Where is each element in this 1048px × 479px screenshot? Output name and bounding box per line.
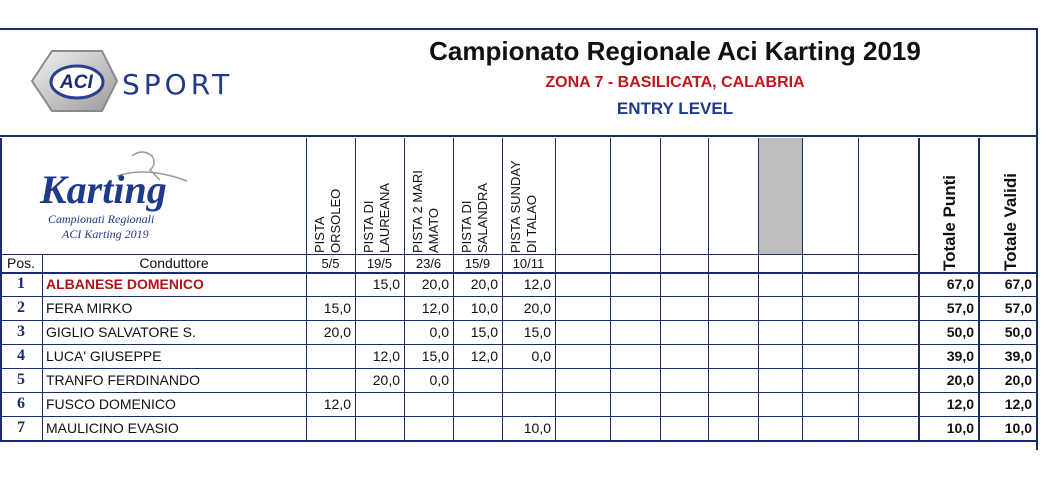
- row-score: [306, 416, 355, 440]
- race-name-line1: PISTA SUNDAY: [508, 160, 523, 253]
- grid-line: [355, 138, 356, 440]
- page-title: Campionato Regionale Aci Karting 2019: [429, 36, 921, 66]
- race-name-line2: SALANDRA: [475, 182, 490, 253]
- race-name-line1: PISTA: [312, 216, 327, 253]
- race-header-3: [410, 170, 442, 253]
- row-score: 12,0: [323, 396, 351, 412]
- row-position: 6: [17, 395, 25, 412]
- row-score: [306, 344, 355, 368]
- grid-line: [758, 138, 759, 440]
- totale-punti-header: Totale Punti: [940, 174, 959, 271]
- category-subtitle: ENTRY LEVEL: [616, 99, 734, 118]
- race-name-line1: PISTA DI: [361, 200, 376, 253]
- right-border: [1036, 28, 1038, 450]
- grid-line: [0, 138, 2, 440]
- row-score: 12,0: [523, 276, 551, 292]
- row-score: 0,0: [429, 372, 449, 388]
- race-date-1: 5/5: [321, 256, 340, 271]
- row-position: 1: [17, 275, 25, 292]
- row-score: [453, 416, 502, 440]
- zone-subtitle: ZONA 7 - BASILICATA, CALABRIA: [545, 74, 805, 91]
- standings-sheet: [0, 28, 1038, 450]
- grid-line: [610, 138, 611, 440]
- grid-line: [0, 416, 1038, 417]
- row-totale-validi: 12,0: [1004, 396, 1032, 412]
- grid-line: [0, 368, 1038, 369]
- row-position: 2: [17, 299, 25, 316]
- row-position: 4: [17, 347, 25, 364]
- row-score: 15,0: [323, 300, 351, 316]
- row-score: 0,0: [429, 324, 449, 340]
- row-totale-validi: 20,0: [1004, 372, 1032, 388]
- row-score: [355, 392, 404, 416]
- row-totale-punti: 10,0: [946, 420, 974, 436]
- grid-line: [0, 392, 1038, 393]
- pos-header: Pos.: [6, 255, 35, 271]
- row-totale-punti: 39,0: [946, 348, 974, 364]
- race-name-line2: AMATO: [426, 207, 441, 253]
- race-header-4: [459, 183, 491, 253]
- karting-logo: [22, 146, 222, 246]
- grid-line: [660, 138, 661, 440]
- grid-line: [0, 320, 1038, 321]
- row-totale-punti: 67,0: [946, 276, 974, 292]
- row-position: 5: [17, 371, 25, 388]
- grid-line: [555, 138, 556, 440]
- row-driver-name: LUCA' GIUSEPPE: [46, 348, 162, 364]
- row-score: 20,0: [421, 276, 449, 292]
- row-driver-name: FERA MIRKO: [46, 300, 133, 316]
- row-score: 20,0: [470, 276, 498, 292]
- sport-logo-text: SPORT: [122, 68, 234, 101]
- totale-validi-header: Totale Validi: [1001, 173, 1020, 271]
- race-date-5: 10/11: [512, 256, 545, 271]
- driver-header: Conduttore: [139, 255, 209, 271]
- row-score: 12,0: [372, 348, 400, 364]
- aci-sport-logo: [22, 46, 272, 116]
- row-score: [355, 320, 404, 344]
- row-totale-validi: 10,0: [1004, 420, 1032, 436]
- grid-line: [0, 344, 1038, 345]
- row-score: 15,0: [372, 276, 400, 292]
- race-date-2: 19/5: [366, 256, 393, 271]
- row-position: 7: [17, 419, 25, 436]
- row-score: 12,0: [421, 300, 449, 316]
- row-score: [355, 416, 404, 440]
- row-score: [404, 392, 453, 416]
- row-score: 20,0: [523, 300, 551, 316]
- grid-line: [0, 254, 918, 255]
- race-date-4: 15/9: [464, 256, 491, 271]
- row-totale-validi: 57,0: [1004, 300, 1032, 316]
- top-border: [0, 28, 1038, 30]
- row-score: [306, 272, 355, 296]
- grid-line: [802, 138, 803, 440]
- row-totale-punti: 12,0: [946, 396, 974, 412]
- grid-line: [0, 272, 1038, 274]
- row-score: [404, 416, 453, 440]
- row-totale-validi: 39,0: [1004, 348, 1032, 364]
- race-header-5: [508, 160, 540, 253]
- grid-line: [708, 138, 709, 440]
- row-score: 10,0: [523, 420, 551, 436]
- grid-line: [306, 138, 307, 440]
- row-driver-name: GIGLIO SALVATORE S.: [46, 324, 196, 340]
- row-score: [355, 296, 404, 320]
- race-name-line2: LAUREANA: [377, 182, 392, 253]
- row-position: 3: [17, 323, 25, 340]
- race-name-line1: PISTA 2 MARI: [410, 170, 425, 253]
- row-score: 0,0: [531, 348, 551, 364]
- grid-line: [858, 138, 859, 440]
- grid-line: [42, 254, 43, 440]
- race-date-3: 23/6: [415, 256, 442, 271]
- row-score: 15,0: [421, 348, 449, 364]
- row-score: 20,0: [372, 372, 400, 388]
- grid-line: [978, 138, 980, 440]
- row-score: [306, 368, 355, 392]
- row-score: [453, 368, 502, 392]
- grid-line: [502, 138, 503, 440]
- race-header-2: [361, 183, 393, 253]
- race-header-1: [312, 189, 344, 253]
- row-totale-punti: 20,0: [946, 372, 974, 388]
- row-totale-validi: 67,0: [1004, 276, 1032, 292]
- row-totale-punti: 57,0: [946, 300, 974, 316]
- header-divider: [0, 135, 1038, 137]
- row-score: 15,0: [470, 324, 498, 340]
- row-totale-validi: 50,0: [1004, 324, 1032, 340]
- row-driver-name: TRANFO FERDINANDO: [46, 372, 200, 388]
- row-score: 12,0: [470, 348, 498, 364]
- grid-line: [0, 296, 1038, 297]
- shaded-column: [758, 138, 802, 254]
- karting-line1: Campionati Regionali: [48, 212, 155, 226]
- race-name-line2: DI TALAO: [524, 194, 539, 253]
- row-score: [502, 368, 555, 392]
- karting-word: Karting: [40, 167, 167, 212]
- race-name-line2: ORSOLEO: [328, 188, 343, 253]
- grid-line: [404, 138, 405, 440]
- karting-line2: ACI Karting 2019: [62, 227, 149, 241]
- race-name-line1: PISTA DI: [459, 200, 474, 253]
- row-score: 10,0: [470, 300, 498, 316]
- row-driver-name: ALBANESE DOMENICO: [46, 276, 204, 292]
- row-score: [453, 392, 502, 416]
- grid-line: [918, 138, 920, 440]
- row-driver-name: FUSCO DOMENICO: [46, 396, 176, 412]
- grid-line: [0, 440, 1038, 442]
- row-totale-punti: 50,0: [946, 324, 974, 340]
- aci-logo-text: ACI: [60, 72, 93, 93]
- row-score: 20,0: [323, 324, 351, 340]
- row-driver-name: MAULICINO EVASIO: [46, 420, 179, 436]
- row-score: 15,0: [523, 324, 551, 340]
- row-score: [502, 392, 555, 416]
- grid-line: [453, 138, 454, 440]
